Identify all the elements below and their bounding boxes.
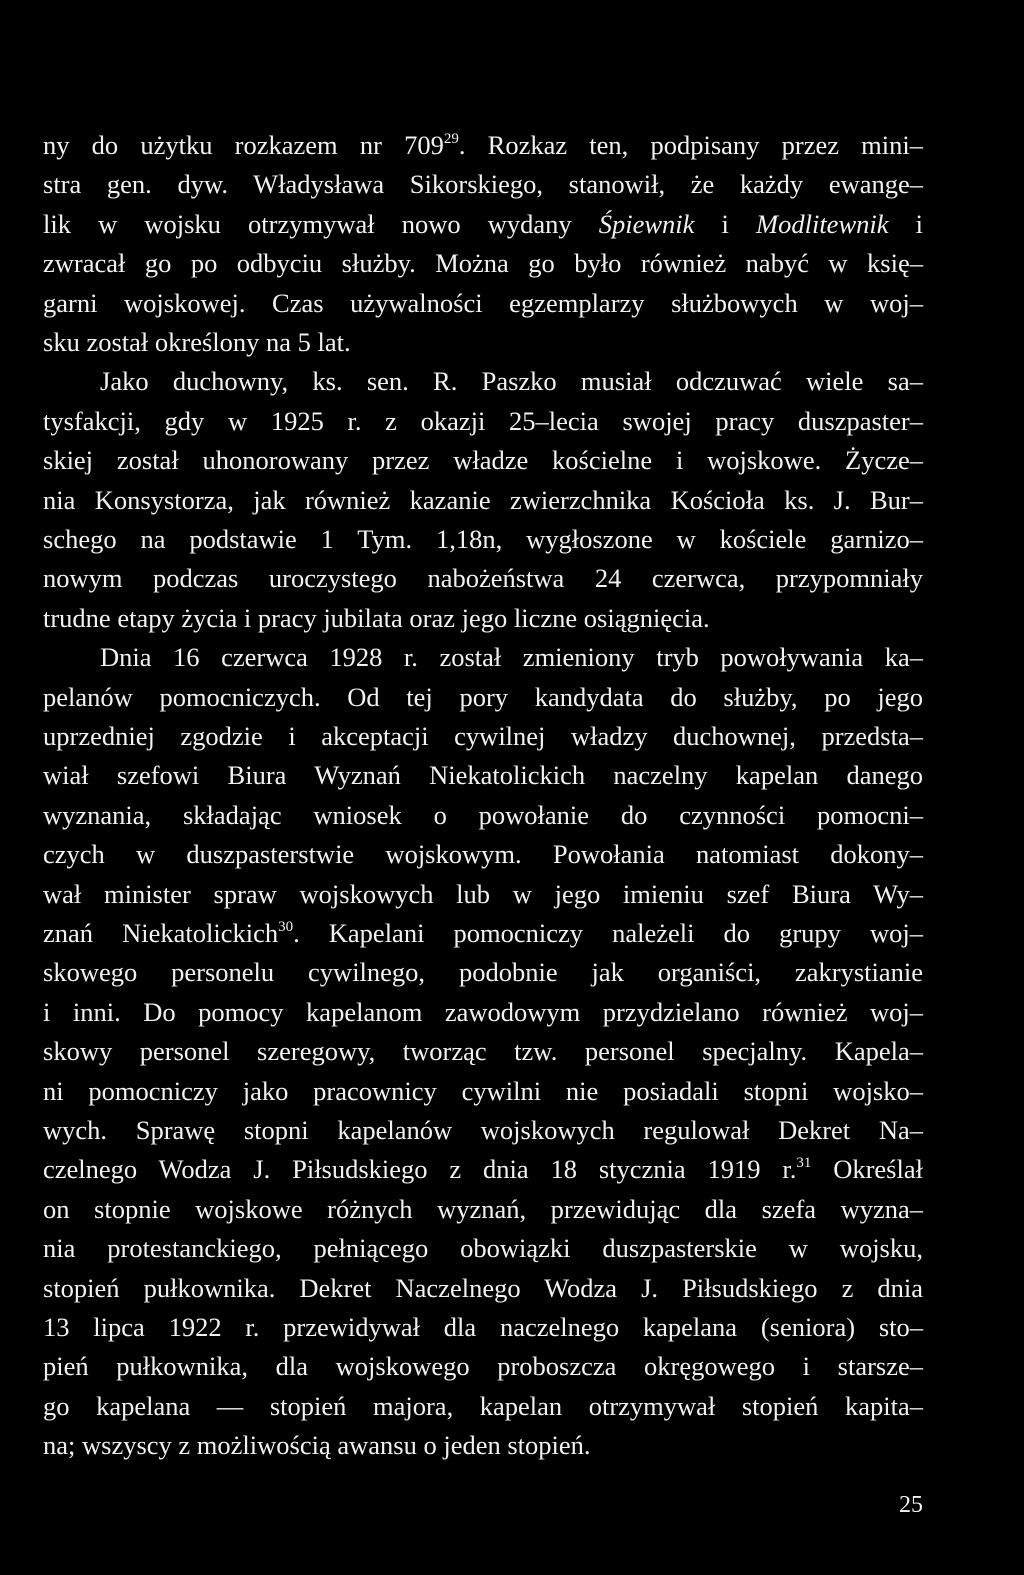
text-span: znań Niekatolickich: [43, 918, 279, 948]
text-line: [43, 874, 923, 914]
page-number: 25: [899, 1492, 923, 1518]
text-span: trudne etapy życia i pracy jubilata oraz jego liczne osiągnięcia.: [43, 603, 710, 633]
text-line: [43, 558, 923, 598]
text-line: [43, 598, 923, 638]
text-span: garni wojskowej. Czas używalności egzemplarzy służbowych w woj–: [43, 288, 923, 318]
text-line: [43, 283, 923, 323]
text-line: [43, 322, 923, 362]
text-span: schego na podstawie 1 Tym. 1,18n, wygłoszone w kościele garnizo–: [43, 524, 923, 554]
text-span: i inni. Do pomocy kapelanom zawodowym przydzielano również woj–: [43, 997, 923, 1027]
book-title-italic: Modlitewnik: [756, 209, 889, 239]
text-span: na; wszyscy z możliwością awansu o jeden stopień.: [43, 1430, 591, 1460]
text-line: [43, 913, 923, 953]
text-span: wyznania, składając wniosek o powołanie do czynności pomocni–: [43, 800, 923, 830]
text-span: go kapelana — stopień majora, kapelan otrzymywał stopień kapita–: [43, 1391, 923, 1421]
text-line: [43, 125, 923, 165]
footnote-marker: 30: [278, 919, 294, 935]
text-line: [43, 1307, 923, 1347]
text-line: [43, 1228, 923, 1268]
text-line: [43, 1189, 923, 1229]
text-span: skiej został uhonorowany przez władze kościelne i wojskowe. Życze–: [43, 445, 923, 475]
text-span: Jako duchowny, ks. sen. R. Paszko musiał odczuwać wiele sa–: [100, 366, 923, 396]
text-line: [43, 243, 923, 283]
text-span: i: [694, 209, 757, 239]
text-span: skowego personelu cywilnego, podobnie jak organiści, zakrystianie: [43, 957, 923, 987]
text-span: 13 lipca 1922 r. przewidywał dla naczelnego kapelana (seniora) sto–: [43, 1312, 923, 1342]
text-span: nowym podczas uroczystego nabożeństwa 24 czerwca, przypomniały: [43, 563, 923, 593]
text-line: [43, 677, 923, 717]
text-line: [43, 795, 923, 835]
text-span: wał minister spraw wojskowych lub w jego imieniu szef Biura Wy–: [43, 879, 923, 909]
text-span: stopień pułkownika. Dekret Naczelnego Wodza J. Piłsudskiego z dnia: [43, 1273, 923, 1303]
text-span: . Rozkaz ten, podpisany przez mini–: [458, 130, 923, 160]
text-line: [43, 164, 923, 204]
text-line: [43, 1386, 923, 1426]
text-span: czelnego Wodza J. Piłsudskiego z dnia 18 stycznia 1919 r.: [43, 1154, 797, 1184]
text-span: wych. Sprawę stopni kapelanów wojskowych regulował Dekret Na–: [43, 1115, 923, 1145]
text-line: [43, 204, 923, 244]
text-line: [43, 519, 923, 559]
text-span: ni pomocniczy jako pracownicy cywilni nie posiadali stopni wojsko–: [43, 1076, 923, 1106]
text-line: [43, 834, 923, 874]
text-line: [43, 401, 923, 441]
footnote-marker: 29: [443, 131, 459, 147]
text-line: [43, 440, 923, 480]
text-span: ny do użytku rozkazem nr 709: [43, 130, 444, 160]
text-span: uprzedniej zgodzie i akceptacji cywilnej władzy duchownej, przedsta–: [43, 721, 923, 751]
text-line: [43, 1149, 923, 1189]
text-span: skowy personel szeregowy, tworząc tzw. personel specjalny. Kapela–: [43, 1036, 923, 1066]
text-line: [43, 992, 923, 1032]
text-span: stra gen. dyw. Władysława Sikorskiego, stanowił, że każdy ewange–: [43, 169, 923, 199]
text-span: i: [888, 209, 923, 239]
text-line: [43, 952, 923, 992]
text-span: on stopnie wojskowe różnych wyznań, przewidując dla szefa wyzna–: [43, 1194, 923, 1224]
text-line: [43, 1110, 923, 1150]
text-span: zwracał go po odbyciu służby. Można go było również nabyć w księ–: [43, 248, 923, 278]
text-span: czych w duszpasterstwie wojskowym. Powołania natomiast dokony–: [43, 839, 923, 869]
text-span: nia Konsystorza, jak również kazanie zwierzchnika Kościoła ks. J. Bur–: [43, 485, 923, 515]
text-span: Określał: [811, 1154, 923, 1184]
text-line: [43, 1268, 923, 1308]
text-span: tysfakcji, gdy w 1925 r. z okazji 25–lecia swojej pracy duszpaster–: [43, 406, 923, 436]
text-line: [43, 480, 923, 520]
text-span: sku został określony na 5 lat.: [43, 327, 351, 357]
text-line: [43, 1425, 923, 1465]
text-line: [100, 361, 923, 401]
text-span: pelanów pomocniczych. Od tej pory kandydata do służby, po jego: [43, 682, 923, 712]
footnote-marker: 31: [796, 1155, 812, 1171]
text-line: [100, 637, 923, 677]
text-line: [43, 755, 923, 795]
text-span: nia protestanckiego, pełniącego obowiązki duszpasterskie w wojsku,: [43, 1233, 923, 1263]
text-line: [43, 1031, 923, 1071]
text-line: [43, 1071, 923, 1111]
text-span: Dnia 16 czerwca 1928 r. został zmieniony tryb powoływania ka–: [100, 642, 923, 672]
book-title-italic: Śpiewnik: [598, 209, 695, 239]
text-span: pień pułkownika, dla wojskowego proboszcza okręgowego i starsze–: [43, 1351, 923, 1381]
text-span: lik w wojsku otrzymywał nowo wydany: [43, 209, 599, 239]
text-span: . Kapelani pomocniczy należeli do grupy woj–: [293, 918, 923, 948]
text-line: [43, 716, 923, 756]
text-line: [43, 1346, 923, 1386]
text-span: wiał szefowi Biura Wyznań Niekatolickich naczelny kapelan danego: [43, 760, 923, 790]
